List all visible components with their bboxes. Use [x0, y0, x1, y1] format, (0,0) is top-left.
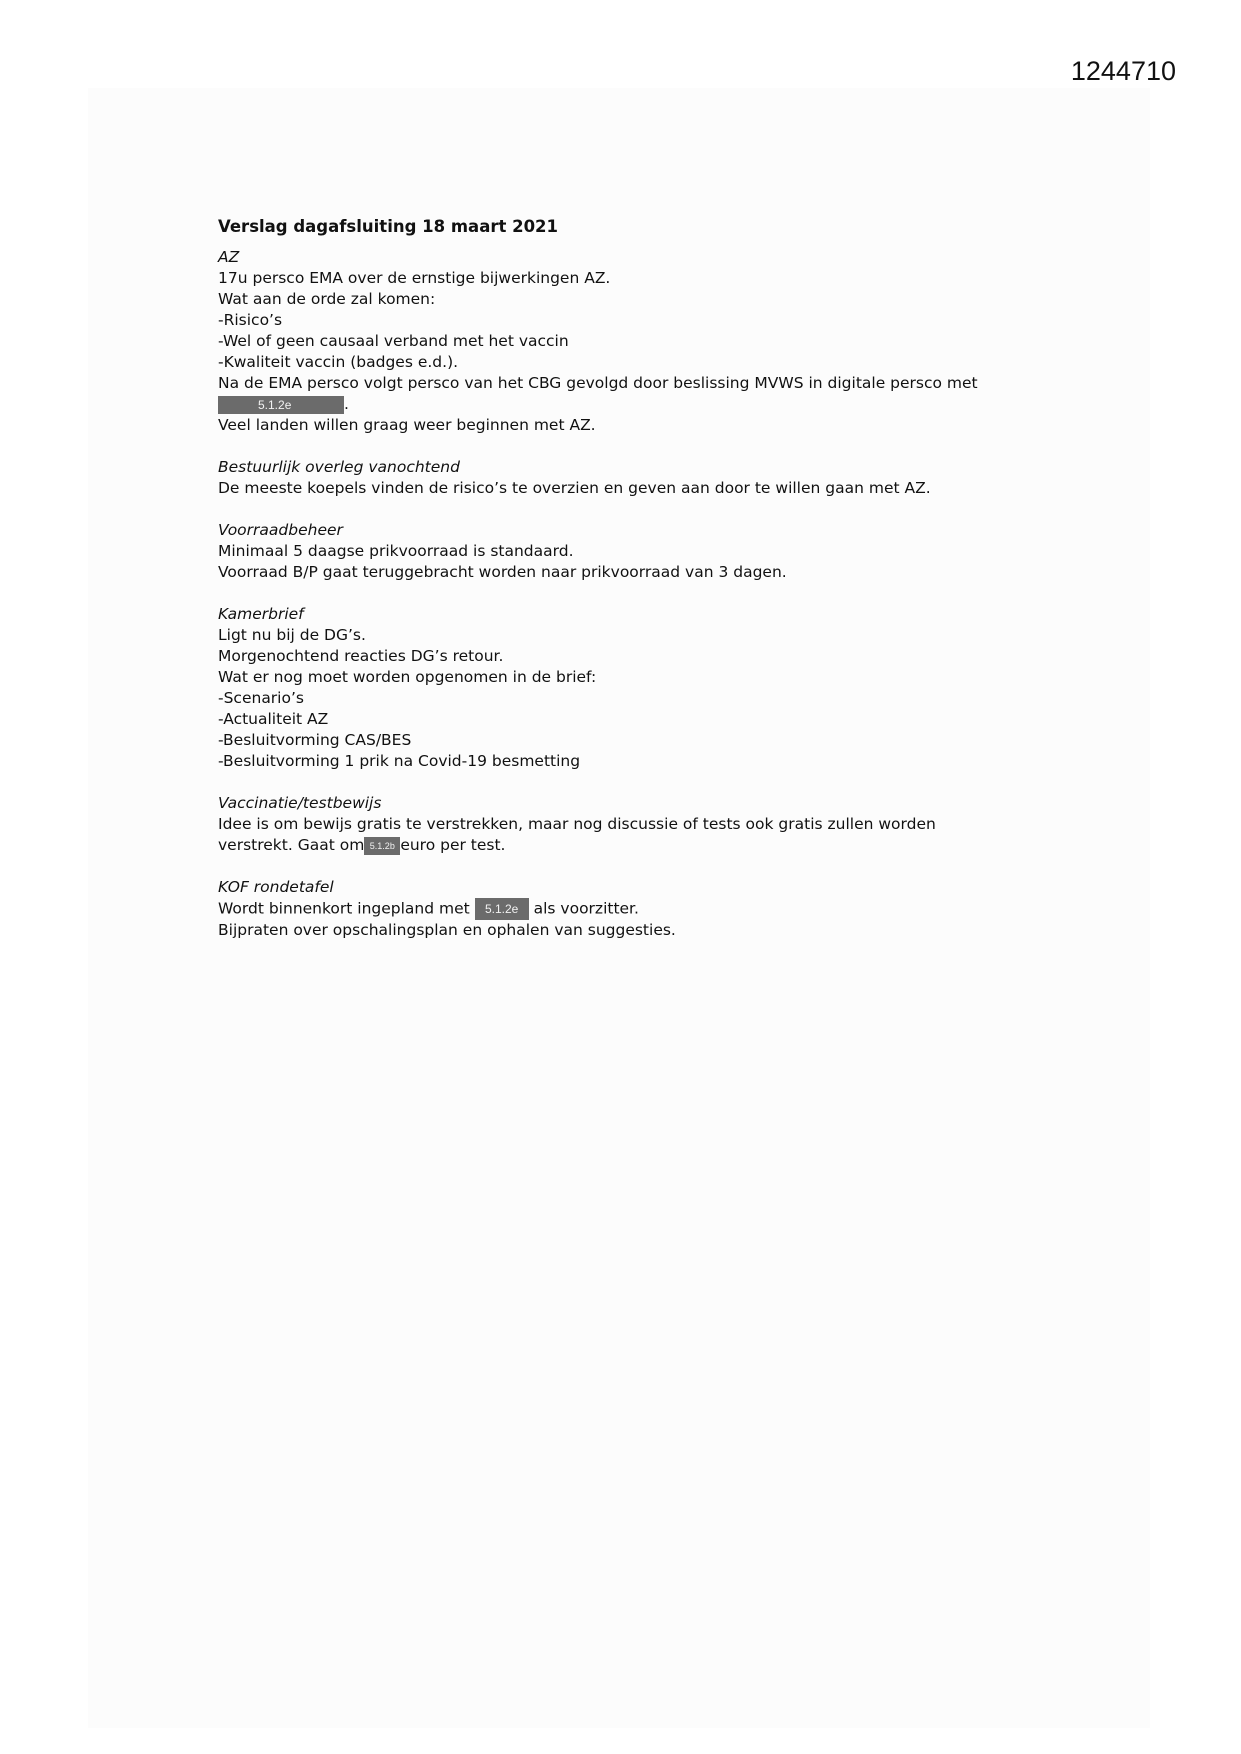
text-line: Minimaal 5 daagse prikvoorraad is standaard. [218, 542, 574, 560]
text-line: -Besluitvorming CAS/BES [218, 731, 412, 749]
text-line: Ligt nu bij de DG’s. [218, 626, 366, 644]
text-line: -Kwaliteit vaccin (badges e.d.). [218, 353, 459, 371]
text-line: -Wel of geen causaal verband met het vaccin [218, 332, 569, 350]
text-line: -Scenario’s [218, 689, 304, 707]
text-line [218, 835, 1078, 856]
section-kof-rondetafel [218, 877, 1078, 941]
redaction-box: 5.1.2b [364, 837, 400, 855]
text-line: Wat aan de orde zal komen: [218, 290, 436, 308]
document-body [218, 216, 1078, 962]
section-vaccinatie-testbewijs [218, 793, 1078, 856]
text-line: Morgenochtend reacties DG’s retour. [218, 647, 504, 665]
text-fragment: verstrekt. Gaat om [218, 836, 365, 854]
text-line: -Risico’s [218, 311, 283, 329]
redaction-box: 5.1.2e [218, 396, 344, 414]
section-heading: Bestuurlijk overleg vanochtend [218, 458, 460, 476]
document-title: Verslag dagafsluiting 18 maart 2021 [218, 217, 559, 236]
document-number: 1244710 [1070, 56, 1176, 86]
section-bestuurlijk-overleg [218, 457, 1078, 499]
section-heading: KOF rondetafel [218, 878, 334, 896]
punctuation: . [344, 395, 349, 413]
text-line: -Actualiteit AZ [218, 710, 329, 728]
text-line [218, 898, 1078, 920]
text-line: De meeste koepels vinden de risico’s te overzien en geven aan door te willen gaan met AZ. [218, 479, 931, 497]
text-fragment: Wordt binnenkort ingepland met [218, 899, 470, 918]
text-line [218, 394, 1078, 415]
text-fragment: als voorzitter. [533, 899, 639, 918]
text-line: Na de EMA persco volgt persco van het CBG gevolgd door beslissing MVWS in digitale persco met [218, 374, 978, 392]
section-kamerbrief [218, 604, 1078, 772]
section-heading: AZ [218, 248, 240, 266]
redaction-box: 5.1.2e [475, 898, 529, 920]
section-heading: Vaccinatie/testbewijs [218, 794, 382, 812]
text-line: -Besluitvorming 1 prik na Covid-19 besmetting [218, 752, 581, 770]
text-line: Wat er nog moet worden opgenomen in de brief: [218, 668, 597, 686]
text-line: Idee is om bewijs gratis te verstrekken, maar nog discussie of tests ook gratis zullen worden [218, 815, 936, 833]
text-line: Bijpraten over opschalingsplan en ophalen van suggesties. [218, 921, 676, 939]
text-fragment: euro per test. [400, 836, 506, 854]
text-line: 17u persco EMA over de ernstige bijwerkingen AZ. [218, 269, 611, 287]
section-az [218, 247, 1078, 436]
text-line: Veel landen willen graag weer beginnen met AZ. [218, 416, 596, 434]
text-line: Voorraad B/P gaat teruggebracht worden naar prikvoorraad van 3 dagen. [218, 563, 787, 581]
section-voorraadbeheer [218, 520, 1078, 583]
section-heading: Kamerbrief [218, 605, 304, 623]
section-heading: Voorraadbeheer [218, 521, 343, 539]
